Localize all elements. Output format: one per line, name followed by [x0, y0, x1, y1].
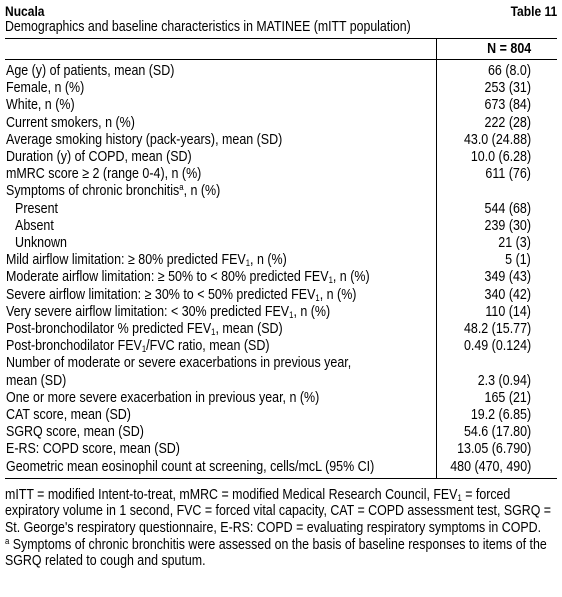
- row-value: 673 (84): [484, 97, 531, 114]
- row-value: 54.6 (17.80): [463, 424, 531, 441]
- table-row: [5, 407, 557, 424]
- characteristic-column-header: [5, 39, 436, 60]
- row-label: Present: [5, 201, 436, 218]
- row-value: 110 (14): [485, 303, 531, 320]
- row-label: Current smokers, n (%): [5, 115, 436, 132]
- row-label: One or more severe exacerbation in previous year, n (%): [5, 390, 436, 407]
- table-row: [5, 201, 557, 218]
- row-label: E-RS: COPD score, mean (SD): [5, 441, 436, 458]
- row-value: 66 (8.0): [488, 63, 531, 79]
- table-body: [5, 60, 557, 479]
- row-value: 611 (76): [485, 166, 531, 183]
- row-label: Absent: [5, 218, 436, 235]
- row-value: 2.3 (0.94): [477, 372, 531, 389]
- row-label: Age (y) of patients, mean (SD): [5, 60, 436, 81]
- table-row: [5, 269, 557, 286]
- table-row: [5, 166, 557, 183]
- row-value: 480 (470, 490): [436, 459, 557, 479]
- table-row: [5, 115, 557, 132]
- n-column-header: N = 804: [436, 39, 557, 60]
- row-label: Mild airflow limitation: ≥ 80% predicted $FEV_1$, n (%): [5, 252, 436, 269]
- row-label: Geometric mean eosinophil count at screening, cells/mcL (95% CI): [5, 459, 436, 479]
- table-number: Table 11: [510, 3, 557, 19]
- table-header: [5, 3, 557, 19]
- table-row: [5, 252, 557, 269]
- row-label: SGRQ score, mean (SD): [5, 424, 436, 441]
- table-row: [5, 183, 557, 200]
- row-label: Female, n (%): [5, 80, 436, 97]
- table-row: [5, 235, 557, 252]
- row-value: 5 (1): [505, 252, 531, 269]
- row-value: [436, 183, 557, 200]
- row-label: mMRC score ≥ 2 (range 0-4), n (%): [5, 166, 436, 183]
- table-head-row: [5, 39, 557, 60]
- abbreviations-footnote: mITT = modified Intent-to-treat, mMRC = modified Medical Research Council, $FEV_1$ = forced expiratory volume in 1 second, FVC = forced vital capacity, CAT = COPD assessment test, SGRQ = St. George's respiratory questionnaire, E-RS: COPD = evaluating respiratory symptoms in COPD.: [5, 486, 552, 537]
- table-caption-text: Demographics and baseline characteristics in MATINEE (mITT population): [5, 19, 411, 35]
- row-label: White, n (%): [5, 97, 436, 114]
- table-caption: [5, 19, 557, 36]
- row-label: Very severe airflow limitation: < 30% predicted $FEV_1$, n (%): [5, 304, 436, 321]
- table-row: [5, 97, 557, 114]
- table-row: [5, 218, 557, 235]
- row-value: 19.2 (6.85): [470, 407, 531, 424]
- row-value: 239 (30): [484, 217, 531, 234]
- row-label: Symptoms of chronic bronchitis$^a$, n (%): [5, 183, 436, 200]
- row-value: 48.2 (15.77): [463, 321, 531, 338]
- table-row: [5, 441, 557, 458]
- row-label: Moderate airflow limitation: ≥ 50% to < 80% predicted $FEV_1$, n (%): [5, 269, 436, 286]
- baseline-characteristics-table: [5, 38, 557, 479]
- row-value: 10.0 (6.28): [470, 149, 531, 166]
- row-value: 165 (21): [484, 389, 531, 406]
- table-row: [5, 459, 557, 479]
- row-label: Post-bronchodilator $FEV_1$/FVC ratio, mean (SD): [5, 338, 436, 355]
- row-value: 0.49 (0.124): [463, 338, 531, 355]
- row-label: Number of moderate or severe exacerbations in previous year, mean (SD): [5, 355, 436, 389]
- table-row: [5, 390, 557, 407]
- table-row: [5, 80, 557, 97]
- table-row: [5, 321, 557, 338]
- row-label: CAT score, mean (SD): [5, 407, 436, 424]
- table-row: [5, 355, 557, 389]
- row-value: 21 (3): [498, 235, 531, 252]
- row-label: Average smoking history (pack-years), mean (SD): [5, 132, 436, 149]
- table-row: [5, 424, 557, 441]
- table-row: [5, 132, 557, 149]
- row-value: 43.0 (24.88): [463, 131, 531, 148]
- row-value: 13.05 (6.790): [456, 441, 531, 458]
- table-row: [5, 338, 557, 355]
- bronchitis-footnote: $^a$ Symptoms of chronic bronchitis were assessed on the basis of baseline responses to items of the SGRQ related to cough and sputum.: [5, 535, 547, 570]
- brand-name: Nucala: [5, 3, 45, 19]
- row-value: 222 (28): [484, 114, 531, 131]
- table-row: [5, 287, 557, 304]
- row-value: 349 (43): [484, 269, 531, 286]
- row-value: 544 (68): [484, 200, 531, 217]
- row-label: Unknown: [5, 235, 436, 252]
- table-row: [5, 60, 557, 81]
- table-row: [5, 149, 557, 166]
- row-value: 340 (42): [484, 286, 531, 303]
- row-label: Duration (y) of COPD, mean (SD): [5, 149, 436, 166]
- table-row: [5, 304, 557, 321]
- row-label: Severe airflow limitation: ≥ 30% to < 50% predicted $FEV_1$, n (%): [5, 287, 436, 304]
- footnotes: [5, 487, 557, 570]
- row-value: 253 (31): [484, 80, 531, 97]
- row-label: Post-bronchodilator % predicted $FEV_1$, mean (SD): [5, 321, 436, 338]
